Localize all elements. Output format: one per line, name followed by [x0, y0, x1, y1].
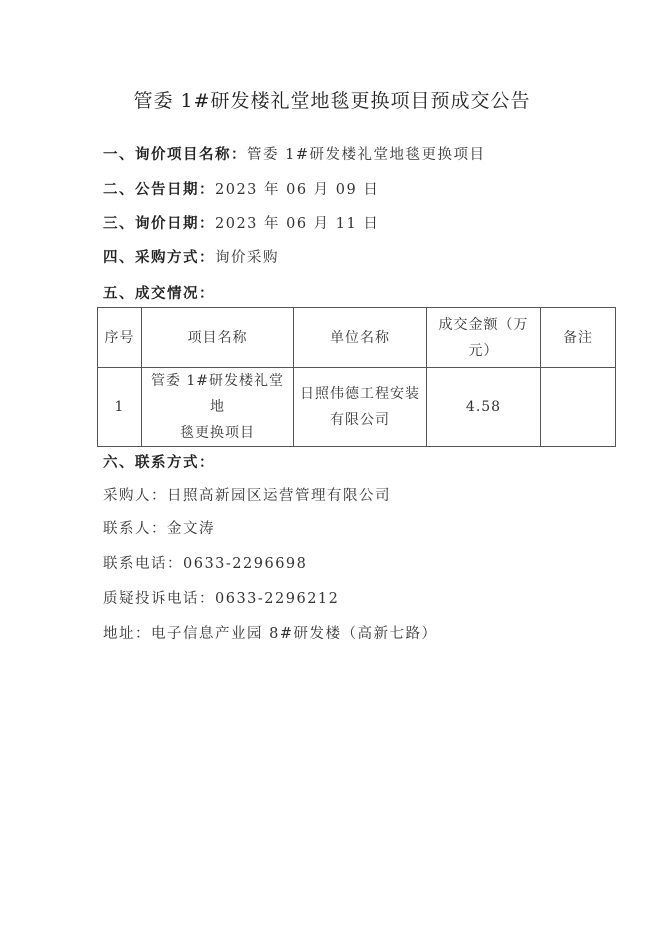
- table-row: [98, 368, 616, 447]
- purchase-method-label: 四、采购方式：: [103, 250, 215, 266]
- notice-date-line: [103, 178, 379, 199]
- result-table: [97, 307, 616, 447]
- buyer-line: 采购人：日照高新园区运营管理有限公司: [103, 488, 391, 504]
- purchase-method-line: [103, 246, 279, 267]
- notice-date-value: 2023 年 06 月 09 日: [215, 182, 380, 198]
- header-index: 序号: [98, 308, 142, 368]
- page-title: 管委 1#研发楼礼堂地毯更换项目预成交公告: [133, 90, 531, 112]
- contact-person-line: 联系人：金文涛: [103, 521, 215, 537]
- deal-status-label: 五、成交情况：: [103, 286, 215, 302]
- address-line: 地址：电子信息产业园 8#研发楼（高新七路）: [103, 626, 438, 642]
- deal-status-line: [103, 282, 215, 303]
- project-name-line: [103, 143, 485, 164]
- cell-company-name: [294, 368, 427, 447]
- header-remark: 备注: [541, 308, 616, 368]
- cell-project-name-line1: 管委 1#研发楼礼堂地: [150, 373, 285, 415]
- header-project-name: 项目名称: [142, 308, 294, 368]
- inquiry-date-value: 2023 年 06 月 11 日: [215, 216, 380, 232]
- cell-amount: 4.58: [427, 368, 541, 447]
- notice-date-label: 二、公告日期：: [103, 182, 215, 198]
- inquiry-date-line: [103, 212, 379, 233]
- contact-label: 六、联系方式：: [103, 455, 215, 471]
- cell-company-name-line2: 有限公司: [330, 412, 390, 428]
- complaint-phone-line: 质疑投诉电话：0633-2296212: [103, 591, 340, 607]
- cell-index: 1: [98, 368, 142, 447]
- contact-phone-line: 联系电话：0633-2296698: [103, 556, 308, 572]
- purchase-method-value: 询价采购: [215, 250, 279, 266]
- inquiry-date-label: 三、询价日期：: [103, 216, 215, 232]
- cell-company-name-line1: 日照伟德工程安装: [300, 386, 420, 402]
- table-header-row: [98, 308, 616, 368]
- header-amount: 成交金额（万元）: [427, 308, 541, 368]
- header-company-name: 单位名称: [294, 308, 427, 368]
- project-name-value: 管委 1#研发楼礼堂地毯更换项目: [247, 147, 486, 163]
- project-name-label: 一、询价项目名称：: [103, 147, 247, 163]
- cell-project-name: [142, 368, 294, 447]
- cell-remark: [541, 368, 616, 447]
- contact-line: [103, 451, 215, 472]
- cell-project-name-line2: 毯更换项目: [180, 425, 255, 441]
